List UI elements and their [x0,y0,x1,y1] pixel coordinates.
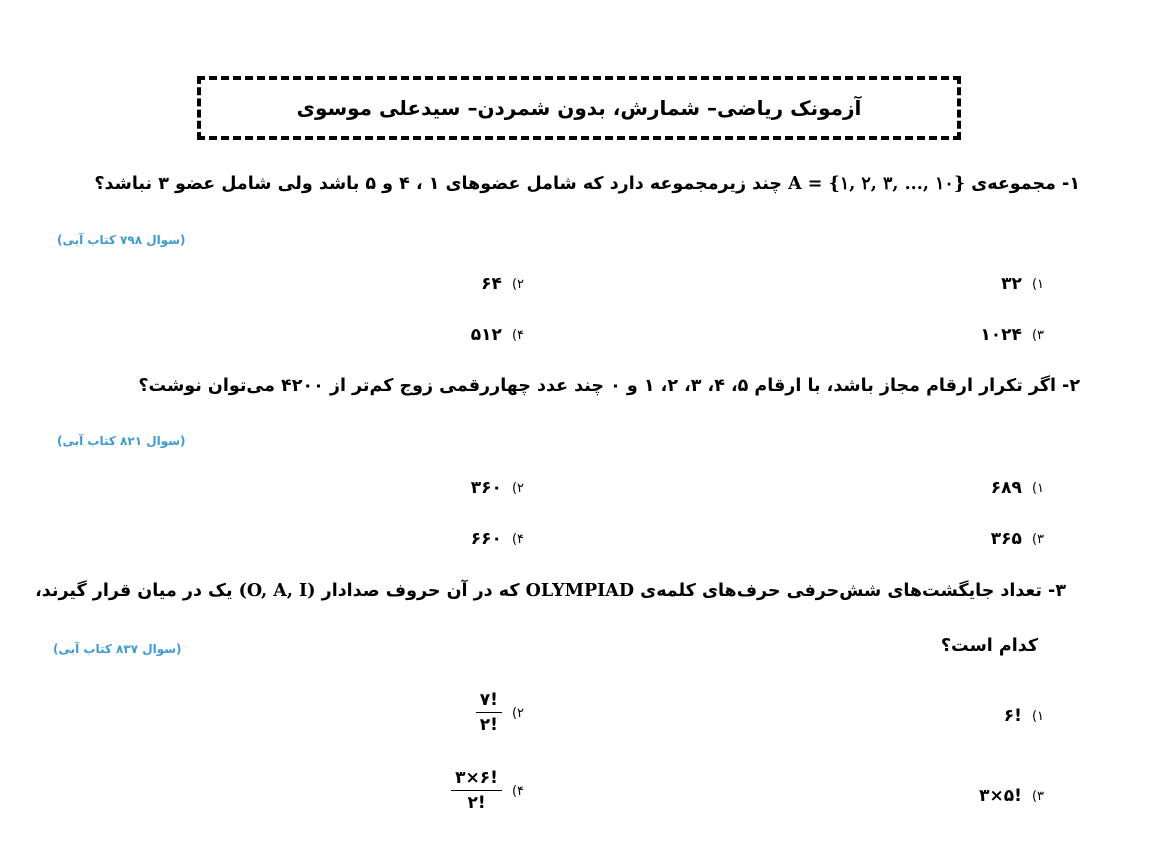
question-1-option-1[interactable]: ۱) ۳۲ [1001,274,1044,294]
question-2-option-2[interactable]: ۲) ۳۶۰ [470,478,524,498]
set-notation: A = {۱, ۲, ۳, ..., ۱۰} [788,174,966,194]
question-1-option-4[interactable]: ۴) ۵۱۲ [470,325,524,345]
question-2-option-1[interactable]: ۱) ۶۸۹ [990,478,1044,498]
question-2-option-3[interactable]: ۳) ۳۶۵ [990,529,1044,549]
question-2-option-4[interactable]: ۴) ۶۶۰ [470,529,524,549]
question-1-option-2[interactable]: ۲) ۶۴ [481,274,524,294]
question-3-option-3[interactable]: ۳) !۵×۳ [979,786,1044,806]
title-box [197,76,961,140]
question-1-text: ۱- مجموعه‌ی A = {۱, ۲, ۳, ..., ۱۰} چند زیرمجموعه دارد که شامل عضوهای ۱ ، ۴ و ۵ باشد ولی شامل عضو ۳ نباشد؟ [94,174,1080,194]
question-3-text-line-2: کدام است؟ [940,636,1038,656]
question-2-text: ۲- اگر تکرار ارقام مجاز باشد، با ارقام ۵، ۴، ۳، ۲، ۱ و ۰ چند عدد چهاررقمی زوج کم‌تر از ۴۲۰۰ می‌توان نوشت؟ [138,376,1080,396]
question-2-reference: (سوال ۸۲۱ کتاب آبی) [57,434,186,448]
fraction: $\frac{!۶\times ۳}{!۲}$ [451,770,502,812]
page-title: آزمونک ریاضی– شمارش، بدون شمردن– سیدعلی موسوی [296,96,862,120]
word-olympiad: OLYMPIAD [525,581,635,601]
question-3-reference: (سوال ۸۳۷ کتاب آبی) [53,642,182,656]
question-3-option-1[interactable]: ۱) !۶ [1003,706,1044,726]
question-1-reference: (سوال ۷۹۸ کتاب آبی) [57,233,186,247]
question-3-option-2[interactable]: ۲) $\frac{!۷}{!۲}$ [476,692,524,734]
question-3-option-4[interactable]: ۴) $\frac{!۶\times ۳}{!۲}$ [451,770,524,812]
fraction: $\frac{!۷}{!۲}$ [476,692,502,734]
vowels-set: (O, A, I) [238,581,316,601]
question-1-option-3[interactable]: ۳) ۱۰۲۴ [980,325,1044,345]
question-3-text: ۳- تعداد جایگشت‌های شش‌حرفی حرف‌های کلمه‌ی OLYMPIAD که در آن حروف صدادار (O, A, I) یک در میان قرار گیرند، [35,581,1066,601]
